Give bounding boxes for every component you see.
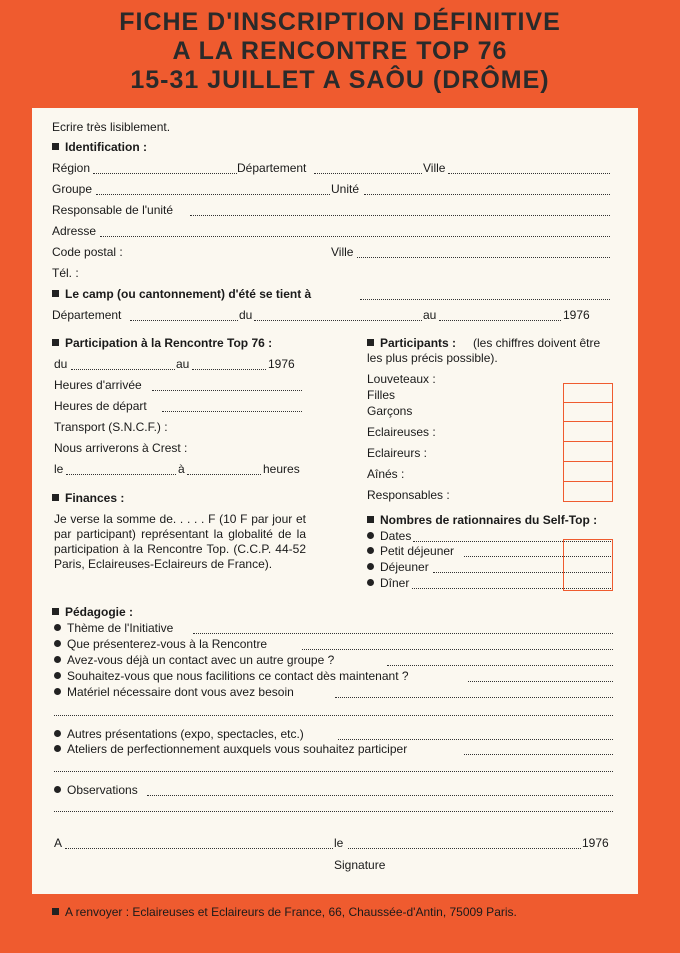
region-field[interactable] bbox=[93, 173, 237, 174]
return-address: A renvoyer : Eclaireuses et Eclaireurs de France, 66, Chaussée-d'Antin, 75009 Paris. bbox=[52, 905, 517, 919]
observations-field[interactable] bbox=[147, 795, 613, 796]
garcons-label: Garçons bbox=[367, 404, 413, 418]
ville-label: Ville bbox=[423, 161, 446, 175]
tel-label: Tél. : bbox=[52, 266, 79, 280]
departement-field[interactable] bbox=[314, 173, 422, 174]
square-bullet-icon bbox=[52, 908, 59, 915]
rationnaires-box[interactable] bbox=[563, 539, 613, 591]
camp-heading: Le camp (ou cantonnement) d'été se tient à bbox=[52, 287, 311, 301]
camp-au-label: au bbox=[423, 308, 437, 322]
faciliter-label: Souhaitez-vous que nous facilitions ce contact dès maintenant ? bbox=[54, 669, 409, 683]
camp-au-field[interactable] bbox=[439, 320, 561, 321]
round-bullet-icon bbox=[367, 547, 374, 554]
square-bullet-icon bbox=[52, 143, 59, 150]
code-postal-label: Code postal : bbox=[52, 245, 123, 259]
petit-dejeuner-label: Petit déjeuner bbox=[367, 544, 454, 558]
departement-label: Département bbox=[237, 161, 307, 175]
unite-label: Unité bbox=[331, 182, 360, 196]
signature-a-label: A bbox=[54, 836, 63, 850]
theme-field[interactable] bbox=[193, 633, 613, 634]
materiel-label: Matériel nécessaire dont vous avez besoin bbox=[54, 685, 294, 699]
signature-place-field[interactable] bbox=[65, 848, 333, 849]
diner-label: Dîner bbox=[367, 576, 409, 590]
contact-label: Avez-vous déjà un contact avec un autre groupe ? bbox=[54, 653, 334, 667]
responsable-label: Responsable de l'unité bbox=[52, 203, 174, 217]
round-bullet-icon bbox=[367, 532, 374, 539]
filles-label: Filles bbox=[367, 388, 396, 402]
round-bullet-icon bbox=[54, 640, 61, 647]
region-label: Région bbox=[52, 161, 91, 175]
observations-label: Observations bbox=[54, 783, 138, 797]
title-line-1: FICHE D'INSCRIPTION DÉFINITIVE bbox=[119, 8, 561, 36]
round-bullet-icon bbox=[54, 688, 61, 695]
camp-year: 1976 bbox=[563, 308, 590, 322]
signature-date-field[interactable] bbox=[348, 848, 581, 849]
depart-field[interactable] bbox=[162, 411, 302, 412]
participation-du-label: du bbox=[54, 357, 68, 371]
square-bullet-icon bbox=[52, 608, 59, 615]
square-bullet-icon bbox=[367, 339, 374, 346]
filles-count-box[interactable] bbox=[563, 383, 613, 403]
form-card bbox=[32, 108, 638, 894]
ateliers-extra-line[interactable] bbox=[54, 771, 613, 772]
aines-label: Aînés : bbox=[367, 467, 405, 481]
title-line-2: A LA RENCONTRE TOP 76 bbox=[172, 37, 508, 65]
presentations-field[interactable] bbox=[338, 739, 613, 740]
ville-2-field[interactable] bbox=[357, 257, 610, 258]
groupe-label: Groupe bbox=[52, 182, 93, 196]
participation-au-field[interactable] bbox=[192, 369, 266, 370]
round-bullet-icon bbox=[54, 786, 61, 793]
participants-note-1: (les chiffres doivent être bbox=[473, 336, 601, 350]
camp-location-field[interactable] bbox=[360, 299, 610, 300]
dates-label: Dates bbox=[367, 529, 411, 543]
identification-heading: Identification : bbox=[52, 140, 147, 154]
observations-extra-line[interactable] bbox=[54, 811, 613, 812]
rationnaires-heading: Nombres de rationnaires du Self-Top : bbox=[367, 513, 597, 527]
crest-label: Nous arriverons à Crest : bbox=[54, 441, 188, 455]
contact-field[interactable] bbox=[387, 665, 613, 666]
eclaireurs-label: Eclaireurs : bbox=[367, 446, 428, 460]
round-bullet-icon bbox=[367, 563, 374, 570]
presenter-field[interactable] bbox=[302, 649, 613, 650]
dejeuner-label: Déjeuner bbox=[367, 560, 429, 574]
form-header bbox=[0, 8, 680, 95]
signature-label: Signature bbox=[334, 858, 386, 872]
camp-departement-label: Département bbox=[52, 308, 122, 322]
materiel-field[interactable] bbox=[335, 697, 613, 698]
eclaireuses-count-box[interactable] bbox=[563, 421, 613, 442]
eclaireurs-count-box[interactable] bbox=[563, 441, 613, 462]
garcons-count-box[interactable] bbox=[563, 402, 613, 422]
eclaireuses-label: Eclaireuses : bbox=[367, 425, 436, 439]
adresse-field[interactable] bbox=[100, 236, 610, 237]
camp-du-label: du bbox=[239, 308, 253, 322]
arrivee-field[interactable] bbox=[152, 390, 302, 391]
heures-label: heures bbox=[263, 462, 300, 476]
theme-label: Thème de l'Initiative bbox=[54, 621, 173, 635]
square-bullet-icon bbox=[52, 290, 59, 297]
finances-text: Je verse la somme de. . . . . F (10 F par jour et par participant) représentant la globalité de la participation à la Rencontre Top. (C.C.P. 44-52 Paris, Eclaireuses-Eclaireurs de France). bbox=[54, 512, 306, 571]
crest-a-field[interactable] bbox=[187, 474, 261, 475]
participation-du-field[interactable] bbox=[71, 369, 175, 370]
round-bullet-icon bbox=[54, 672, 61, 679]
participation-au-label: au bbox=[176, 357, 190, 371]
square-bullet-icon bbox=[52, 494, 59, 501]
camp-du-field[interactable] bbox=[254, 320, 422, 321]
finances-heading: Finances : bbox=[52, 491, 124, 505]
adresse-label: Adresse bbox=[52, 224, 97, 238]
louveteaux-label: Louveteaux : bbox=[367, 372, 436, 386]
ateliers-label: Ateliers de perfectionnement auxquels vous souhaitez participer bbox=[54, 742, 407, 756]
signature-year: 1976 bbox=[582, 836, 609, 850]
square-bullet-icon bbox=[367, 516, 374, 523]
pedagogie-heading: Pédagogie : bbox=[52, 605, 133, 619]
aines-count-box[interactable] bbox=[563, 461, 613, 482]
participants-note-2: les plus précis possible). bbox=[367, 351, 498, 365]
faciliter-field[interactable] bbox=[468, 681, 613, 682]
intro-text: Ecrire très lisiblement. bbox=[52, 120, 171, 134]
materiel-extra-line[interactable] bbox=[54, 715, 613, 716]
responsables-count-box[interactable] bbox=[563, 481, 613, 502]
ville-2-label: Ville bbox=[331, 245, 354, 259]
participation-year: 1976 bbox=[268, 357, 295, 371]
unite-field[interactable] bbox=[364, 194, 610, 195]
square-bullet-icon bbox=[52, 339, 59, 346]
crest-le-field[interactable] bbox=[66, 474, 176, 475]
participation-heading: Participation à la Rencontre Top 76 : bbox=[52, 336, 272, 350]
transport-label: Transport (S.N.C.F.) : bbox=[54, 420, 168, 434]
title-line-3: 15-31 JUILLET A SAÔU (DRÔME) bbox=[130, 66, 550, 94]
presentations-label: Autres présentations (expo, spectacles, etc.) bbox=[54, 727, 304, 741]
signature-le-label: le bbox=[334, 836, 344, 850]
depart-label: Heures de départ bbox=[54, 399, 147, 413]
round-bullet-icon bbox=[54, 656, 61, 663]
crest-le-label: le bbox=[54, 462, 64, 476]
ateliers-field[interactable] bbox=[464, 754, 613, 755]
camp-departement-field[interactable] bbox=[130, 320, 238, 321]
participants-heading: Participants : bbox=[367, 336, 456, 350]
round-bullet-icon bbox=[54, 745, 61, 752]
ville-field[interactable] bbox=[448, 173, 610, 174]
responsables-label: Responsables : bbox=[367, 488, 450, 502]
presenter-label: Que présenterez-vous à la Rencontre bbox=[54, 637, 267, 651]
round-bullet-icon bbox=[367, 579, 374, 586]
responsable-field[interactable] bbox=[190, 215, 610, 216]
arrivee-label: Heures d'arrivée bbox=[54, 378, 142, 392]
round-bullet-icon bbox=[54, 624, 61, 631]
groupe-field[interactable] bbox=[96, 194, 330, 195]
crest-a-label: à bbox=[178, 462, 185, 476]
round-bullet-icon bbox=[54, 730, 61, 737]
